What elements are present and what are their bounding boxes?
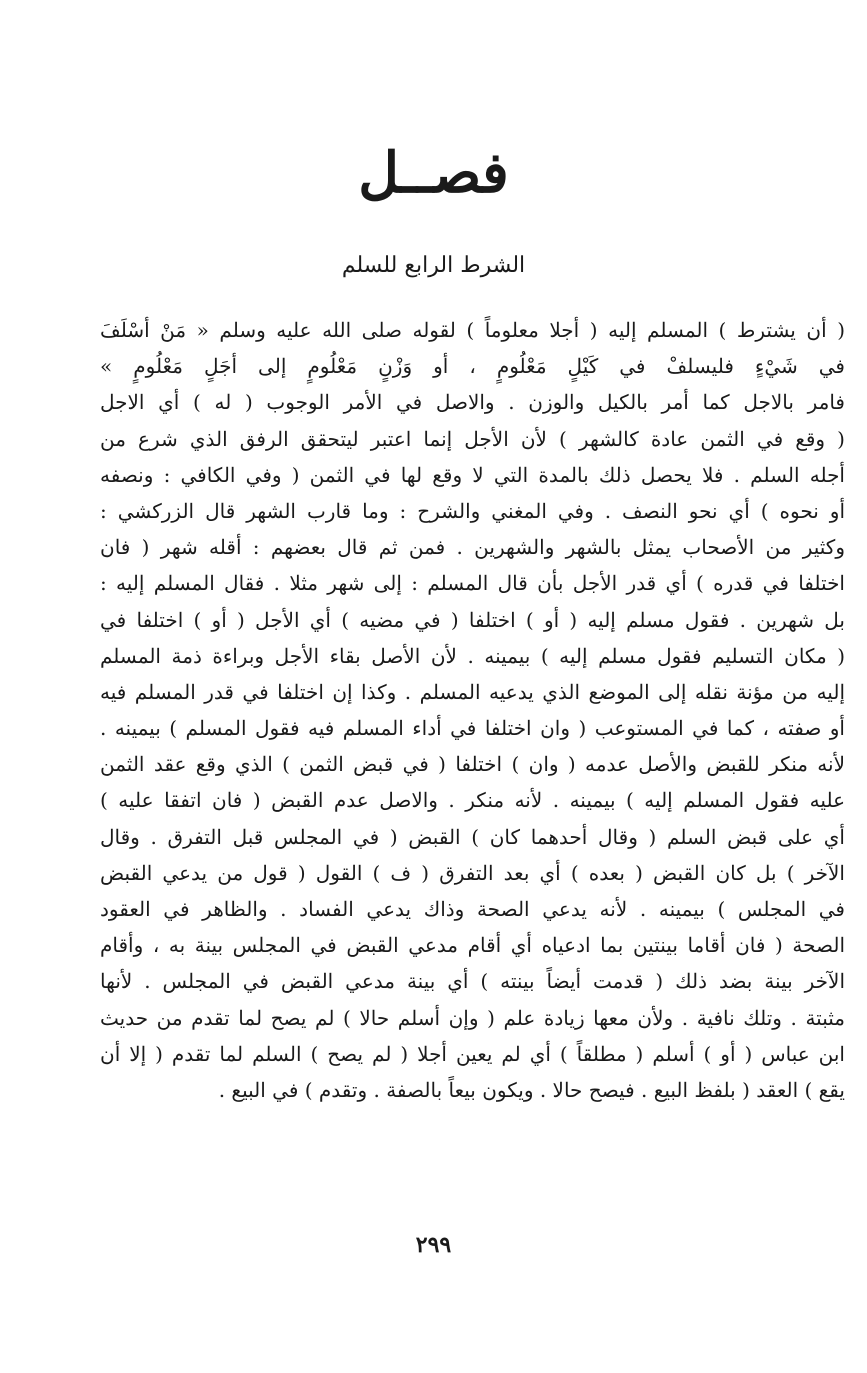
text-line: في شَيْءٍ فليسلفْ في كَيْلٍ مَعْلُومٍ ، أو وَزْنٍ مَعْلُومٍ إلى أجَلٍ مَعْلُومٍ » — [100, 354, 845, 379]
text-line: الآخر ) بل كان القبض ( بعده ) أي بعد التفرق ( ف ) القول ( قول من يدعي القبض — [100, 860, 845, 885]
text-line: اختلفا في قدره ) أي قدر الأجل بأن قال المسلم : إلى شهر مثلا . فقال المسلم إليه : — [100, 571, 845, 596]
text-line: وكثير من الأصحاب يمثل بالشهر والشهرين . فمن ثم قال بعضهم : أقله شهر ( فان — [100, 535, 845, 560]
text-line: بل شهرين . فقول مسلم إليه ( أو ) اختلفا ( في مضيه ) أي الأجل ( أو ) اختلفا في — [100, 607, 845, 632]
text-line: فامر بالاجل كما أمر بالكيل والوزن . والاصل في الأمر الوجوب ( له ) أي الاجل — [100, 390, 845, 415]
text-line: أو صفته ، كما في المستوعب ( وان اختلفا في أداء المسلم فيه فقول المسلم ) بيمينه . — [100, 716, 845, 741]
text-line: لأنه منكر للقبض والأصل عدمه ( وان ) اختلفا ( في قبض الثمن ) الذي وقع عقد الثمن — [100, 752, 845, 777]
text-line: ( وقع في الثمن عادة كالشهر ) لأن الأجل إنما اعتبر ليتحقق الرفق الذي شرع من — [100, 426, 845, 451]
text-line: أجله السلم . فلا يحصل ذلك بالمدة التي لا وقع لها في الثمن ( وفي الكافي : ونصفه — [100, 462, 845, 487]
text-line: مثبتة . وتلك نافية . ولأن معها زيادة علم ( وإن أسلم حالا ) لم يصح لما تقدم من حديث — [100, 1005, 845, 1030]
text-line: ( مكان التسليم فقول مسلم إليه ) بيمينه . لأن الأصل بقاء الأجل وبراءة ذمة المسلم — [100, 643, 845, 668]
section-subtitle: الشرط الرابع للسلم — [341, 253, 526, 278]
text-line: الصحة ( فان أقاما بينتين بما ادعياه أي أقام مدعي القبض في المجلس بينة به ، وأقام — [100, 933, 845, 958]
text-line: أي على قبض السلم ( وقال أحدهما كان ) القبض ( في المجلس قبل التفرق . وقال — [100, 824, 845, 849]
text-line: ( أن يشترط ) المسلم إليه ( أجلا معلوماً ) لقوله صلى الله عليه وسلم « مَنْ أسْلَفَ — [100, 318, 845, 342]
page-number: ٢٩٩ — [415, 1232, 452, 1258]
body-paragraph — [100, 312, 845, 1108]
text-line: أو نحوه ) أي نحو النصف . وفي المغني والشرح : وما قارب الشهر قال الزركشي : — [100, 498, 845, 523]
chapter-title: فصــل — [358, 140, 509, 206]
text-line: الآخر بينة بضد ذلك ( قدمت أيضاً بينته ) أي بينة مدعي القبض في المجلس . لأنها — [100, 969, 845, 994]
text-line: عليه فقول المسلم إليه ) بيمينه . لأنه منكر . والاصل عدم القبض ( فان اتفقا عليه ) — [100, 788, 845, 813]
text-line: يقع ) العقد ( بلفظ البيع . فيصح حالا . ويكون بيعاً بالصفة . وتقدم ) في البيع . — [218, 1077, 845, 1102]
text-line: ابن عباس ( أو ) أسلم ( مطلقاً ) أي لم يعين أجلا ( لم يصح ) السلم لما تقدم ( إلا أن — [100, 1041, 845, 1066]
text-line: إليه من مؤنة نقله إلى الموضع الذي يدعيه المسلم . وكذا إن اختلفا في قدر المسلم فيه — [100, 679, 845, 704]
text-line: في المجلس ) بيمينه . لأنه يدعي الصحة وذاك يدعي الفساد . والظاهر في العقود — [100, 897, 845, 921]
